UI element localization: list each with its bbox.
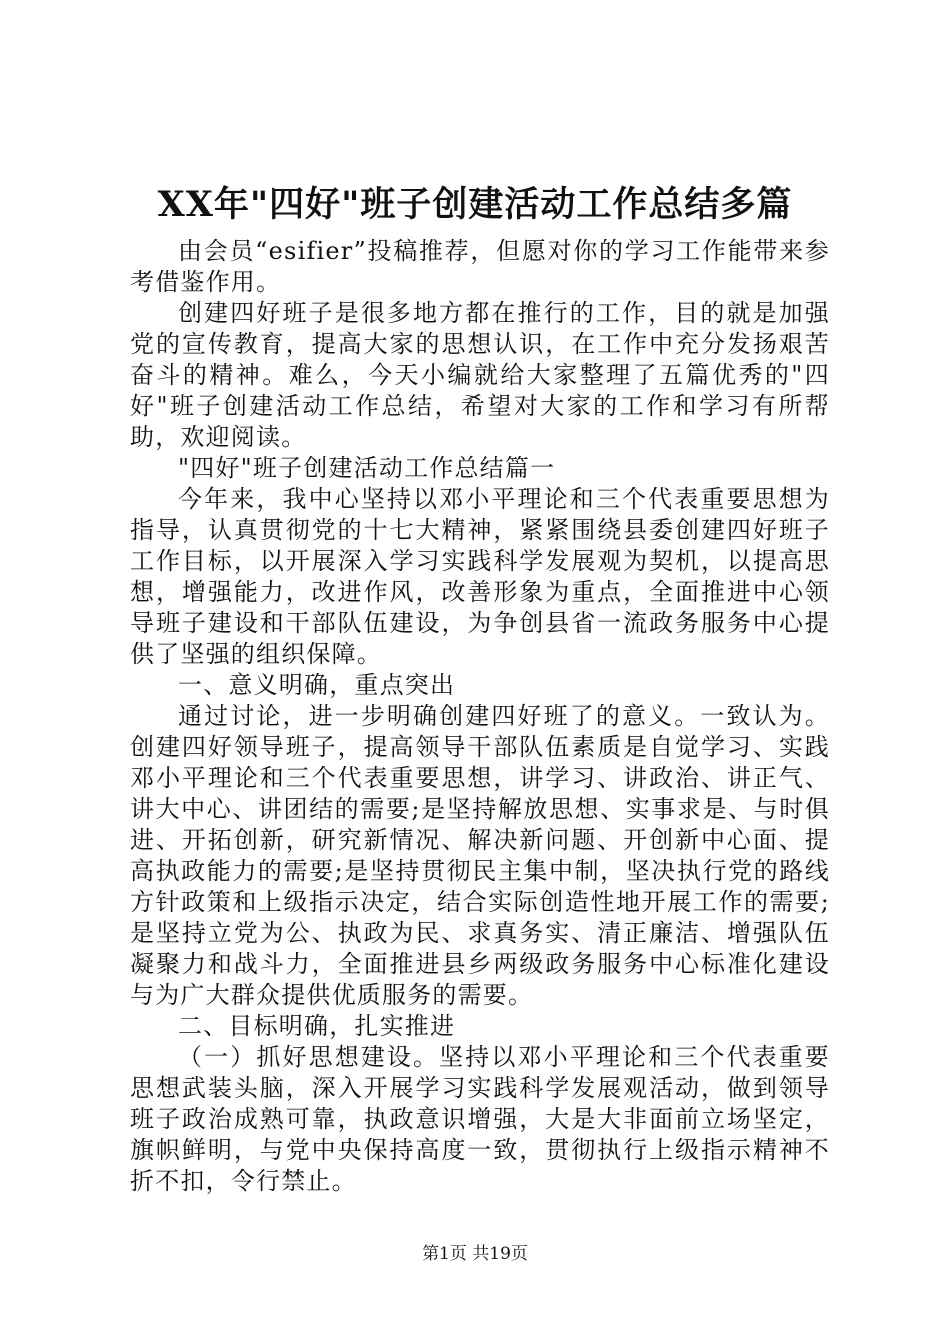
- paragraph-summary: 创建四好班子是很多地方都在推行的工作，目的就是加强党的宣传教育，提高大家的思想认识，在工作中充分发扬艰苦奋斗的精神。难么，今天小编就给大家整理了五篇优秀的"四好"班子创建活动工作总结，希望对大家的工作和学习有所帮助，欢迎阅读。: [130, 299, 830, 451]
- paragraph-intro: 由会员“esifier”投稿推荐，但愿对你的学习工作能带来参考借鉴作用。: [130, 237, 830, 296]
- paragraph-overview: 今年来，我中心坚持以邓小平理论和三个代表重要思想为指导，认真贯彻党的十七大精神，紧紧围绕县委创建四好班子工作目标，以开展深入学习实践科学发展观为契机，以提高思想，增强能力，改进作风，改善形象为重点，全面推进中心领导班子建设和干部队伍建设，为争创县省一流政务服务中心提供了坚强的组织保障。: [130, 485, 830, 668]
- paragraph-ideology: （一）抓好思想建设。坚持以邓小平理论和三个代表重要思想武装头脑，深入开展学习实践科学发展观活动，做到领导班子政治成熟可靠，执政意识增强，大是大非面前立场坚定，旗帜鲜明，与党中央保持高度一致，贯彻执行上级指示精神不折不扣，令行禁止。: [130, 1043, 830, 1195]
- section-heading-goals: 二、目标明确，扎实推进: [178, 1012, 456, 1040]
- page-number-footer: 第1页 共19页: [422, 1244, 528, 1264]
- paragraph-significance: 通过讨论，进一步明确创建四好班了的意义。一致认为。创建四好领导班子，提高领导干部队伍素质是自觉学习、实践邓小平理论和三个代表重要思想，讲学习、讲政治、讲正气、讲大中心、讲团结的需要;是坚持解放思想、实事求是、与时俱进、开拓创新，研究新情况、解决新问题、开创新中心面、提高执政能力的需要;是坚持贯彻民主集中制，坚决执行党的路线方针政策和上级指示决定，结合实际创造性地开展工作的需要;是坚持立党为公、执政为民、求真务实、清正廉洁、增强队伍凝聚力和战斗力，全面推进县乡两级政务服务中心标准化建设与为广大群众提供优质服务的需要。: [130, 702, 830, 1009]
- document-title: XX年"四好"班子创建活动工作总结多篇: [157, 184, 793, 225]
- section-heading-part-one: "四好"班子创建活动工作总结篇一: [178, 454, 556, 482]
- section-heading-significance: 一、意义明确，重点突出: [178, 671, 456, 699]
- document-body: [130, 236, 830, 1197]
